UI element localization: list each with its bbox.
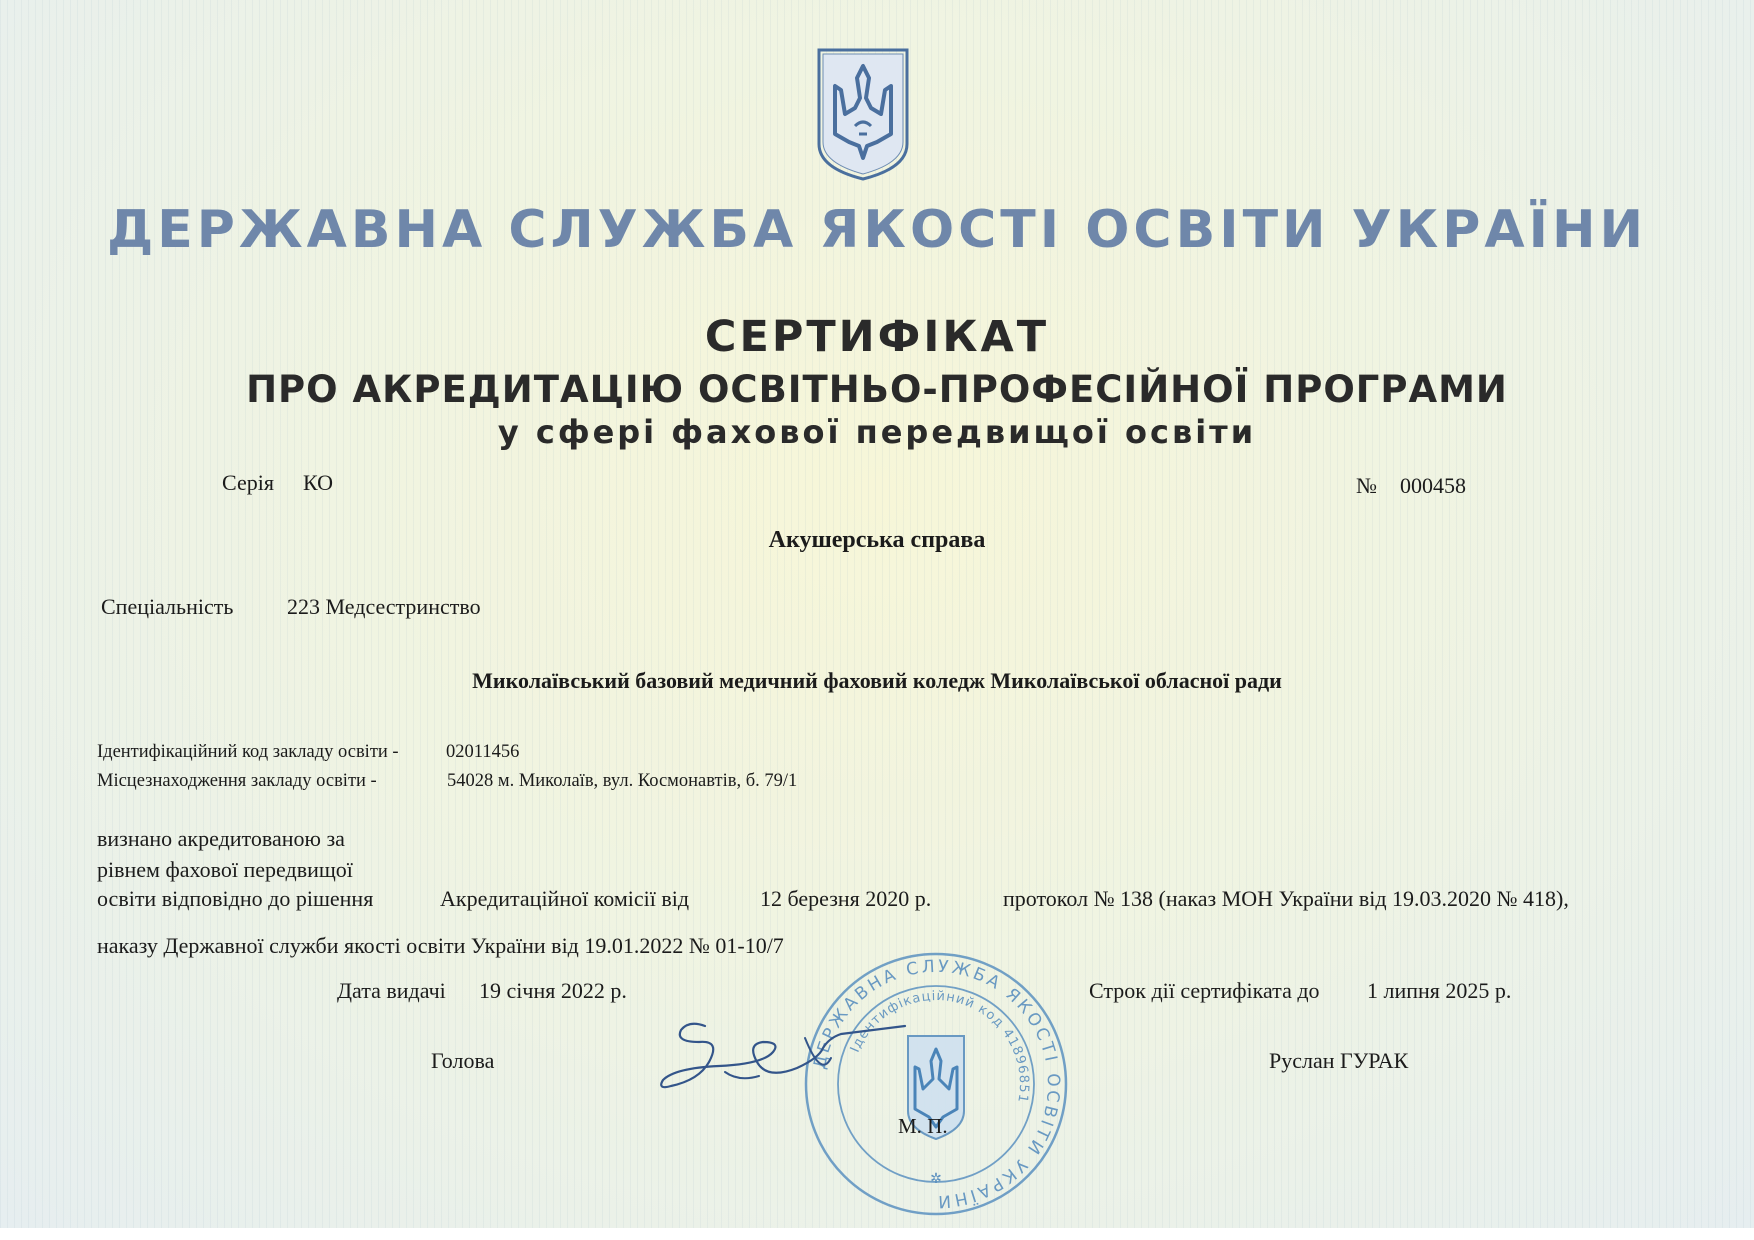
agency-name: ДЕРЖАВНА СЛУЖБА ЯКОСТІ ОСВІТИ УКРАЇНИ: [106, 200, 1648, 260]
accreditation-line-3: освіти відповідно до рішення: [97, 886, 374, 911]
series-label: Серія: [222, 470, 274, 495]
series-value: КО: [303, 470, 334, 495]
number-value: 000458: [1400, 473, 1466, 498]
validity-label: Строк дії сертифіката до: [1089, 978, 1320, 1003]
signatory-name: Руслан ГУРАК: [1269, 1048, 1409, 1073]
id-code-value: 02011456: [446, 742, 520, 762]
seal-place-label: М. П.: [898, 1114, 948, 1138]
position-title: Голова: [431, 1048, 495, 1073]
institution-name: Миколаївський базовий медичний фаховий коледж Миколаївської обласної ради: [472, 668, 1282, 693]
svg-text:ДЕРЖАВНА СЛУЖБА ЯКОСТІ ОСВІТИ: ДЕРЖАВНА СЛУЖБА ЯКОСТІ ОСВІТИ УКРАЇНИ: [809, 956, 1064, 1212]
validity-value: 1 липня 2025 р.: [1367, 978, 1512, 1003]
specialty-value: 223 Медсестринство: [287, 594, 481, 619]
location-label: Місцезнаходження закладу освіти -: [97, 771, 377, 791]
order-text: наказу Державної служби якості освіти України від 19.01.2022 № 01-10/7: [97, 933, 784, 958]
specialty-label: Спеціальність: [101, 594, 234, 619]
certificate-subtitle: ПРО АКРЕДИТАЦІЮ ОСВІТНЬО-ПРОФЕСІЙНОЇ ПРОГРАМИ: [246, 368, 1508, 411]
issue-date-label: Дата видачі: [337, 978, 446, 1003]
number-label: №: [1356, 473, 1377, 498]
protocol-text: протокол № 138 (наказ МОН України від 19.03.2020 № 418),: [1003, 886, 1569, 911]
svg-text:✲: ✲: [930, 1171, 942, 1187]
accreditation-line-1: визнано акредитованою за: [97, 826, 345, 851]
commission-date: 12 березня 2020 р.: [760, 886, 932, 911]
certificate-title: СЕРТИФІКАТ: [704, 312, 1050, 362]
scan-edge: [0, 1228, 1754, 1240]
coat-of-arms-icon: [815, 46, 911, 182]
svg-text:Ідентифікаційний код 41896851: Ідентифікаційний код 41896851: [847, 988, 1032, 1105]
accreditation-line-2: рівнем фахової передвищої: [97, 857, 353, 882]
issue-date-value: 19 січня 2022 р.: [479, 978, 627, 1003]
commission-text: Акредитаційної комісії від: [440, 886, 690, 911]
handwritten-signature: [655, 1008, 915, 1096]
id-code-label: Ідентифікаційний код закладу освіти -: [97, 742, 399, 762]
program-name: Акушерська справа: [768, 527, 986, 553]
location-value: 54028 м. Миколаїв, вул. Космонавтів, б. 79/1: [447, 771, 798, 791]
certificate-subtitle-2: у сфері фахової передвищої освіти: [497, 413, 1257, 451]
